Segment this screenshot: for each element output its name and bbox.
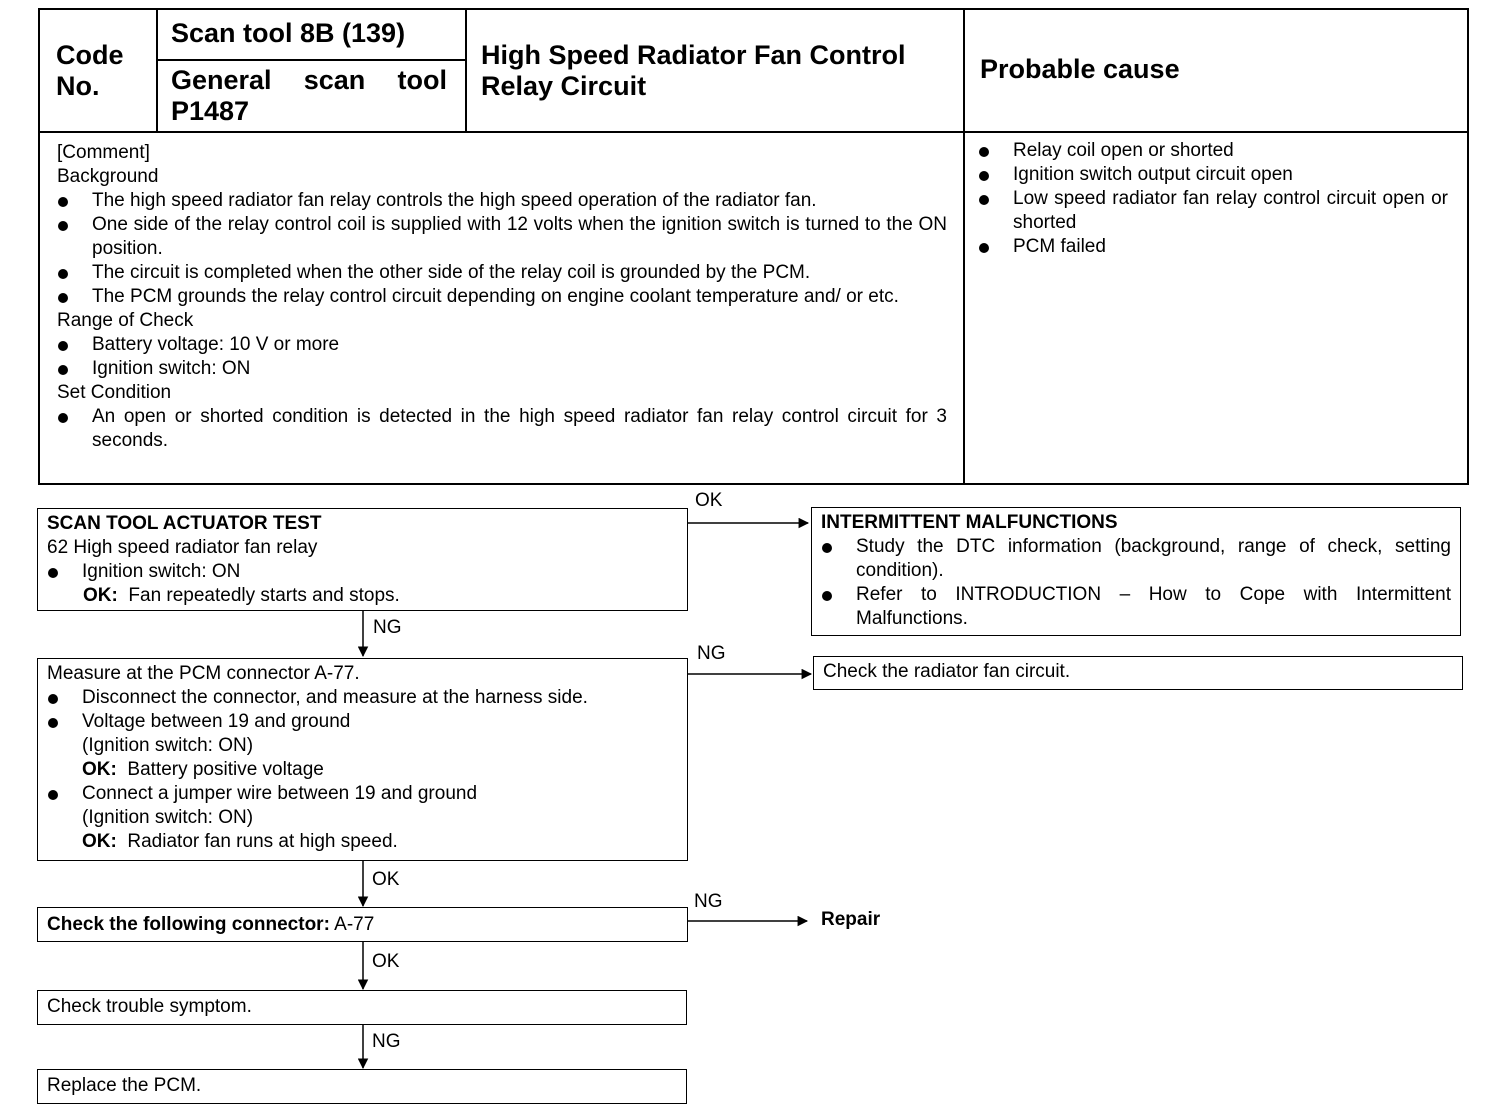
list-item: Battery voltage: 10 V or more [57, 333, 947, 357]
set-condition-heading: Set Condition [57, 382, 172, 403]
general-scan-tool-code: General scan tool P1487 [171, 65, 447, 126]
actuator-title: SCAN TOOL ACTUATOR TEST [47, 513, 322, 534]
ng-label: NG [694, 891, 723, 912]
list-item: PCM failed [978, 235, 1448, 259]
ng-label: NG [372, 1031, 401, 1052]
actuator-test-box [37, 508, 688, 611]
probable-cause-heading: Probable cause [980, 54, 1180, 84]
ng-label: NG [697, 643, 726, 664]
dtc-title: High Speed Radiator Fan Control Relay Circuit [481, 40, 906, 101]
measure-title: Measure at the PCM connector A-77. [47, 663, 360, 684]
symptom-box: Check trouble symptom. [37, 990, 687, 1025]
actuator-ok: OK: Fan repeatedly starts and stops. [83, 585, 400, 606]
replace-pcm-box: Replace the PCM. [37, 1069, 687, 1104]
list-item: The circuit is completed when the other side of the relay coil is grounded by the PCM. [57, 261, 947, 285]
intermittent-box [811, 507, 1461, 636]
measure-box [37, 658, 688, 861]
actuator-item: 62 High speed radiator fan relay [47, 537, 318, 558]
list-item: Ignition switch output circuit open [978, 163, 1448, 187]
list-item: Voltage between 19 and ground (Ignition switch: ON) OK: Battery positive voltage [47, 710, 678, 782]
list-item: Relay coil open or shorted [978, 139, 1448, 163]
list-item: One side of the relay control coil is supplied with 12 volts when the ignition switch is turned to the ON position. [57, 213, 947, 261]
list-item: The high speed radiator fan relay controls the high speed operation of the radiator fan. [57, 189, 947, 213]
list-item: Study the DTC information (background, range of check, setting condition). [821, 535, 1451, 583]
ok-label: OK [372, 869, 400, 890]
list-item: Connect a jumper wire between 19 and ground (Ignition switch: ON) OK: Radiator fan runs at high speed. [47, 782, 678, 854]
list-item: The PCM grounds the relay control circuit depending on engine coolant temperature and/ or etc. [57, 285, 947, 309]
voltage-ok: OK: Battery positive voltage [82, 759, 324, 780]
list-item: Disconnect the connector, and measure at the harness side. [47, 686, 678, 710]
range-heading: Range of Check [57, 310, 194, 331]
measure-list [47, 686, 678, 854]
ok-label: OK [372, 951, 400, 972]
intermittent-title: INTERMITTENT MALFUNCTIONS [821, 512, 1118, 533]
scan-tool-code: Scan tool 8B (139) [171, 18, 406, 48]
repair-text: Repair [821, 909, 881, 930]
intermittent-list [821, 535, 1451, 631]
jumper-ok: OK: Radiator fan runs at high speed. [82, 831, 398, 852]
list-item: Low speed radiator fan relay control circuit open or shorted [978, 187, 1448, 235]
ng-label: NG [373, 617, 402, 638]
ok-label: OK [695, 490, 723, 511]
list-item: An open or shorted condition is detected in the high speed radiator fan relay control circuit for 3 seconds. [57, 405, 947, 453]
list-item: Ignition switch: ON [57, 357, 947, 381]
radiator-circuit-box: Check the radiator fan circuit. [813, 656, 1463, 690]
background-heading: Background [57, 166, 159, 187]
comment-heading: [Comment] [57, 142, 150, 163]
list-item: Ignition switch: ON [47, 560, 678, 584]
code-no-label: Code No. [56, 40, 124, 101]
connector-value: A-77 [334, 914, 375, 935]
connector-check-box [37, 907, 688, 942]
connector-label: Check the following connector: [47, 914, 330, 935]
list-item: Refer to INTRODUCTION – How to Cope with Intermittent Malfunctions. [821, 583, 1451, 631]
actuator-list [47, 560, 678, 584]
